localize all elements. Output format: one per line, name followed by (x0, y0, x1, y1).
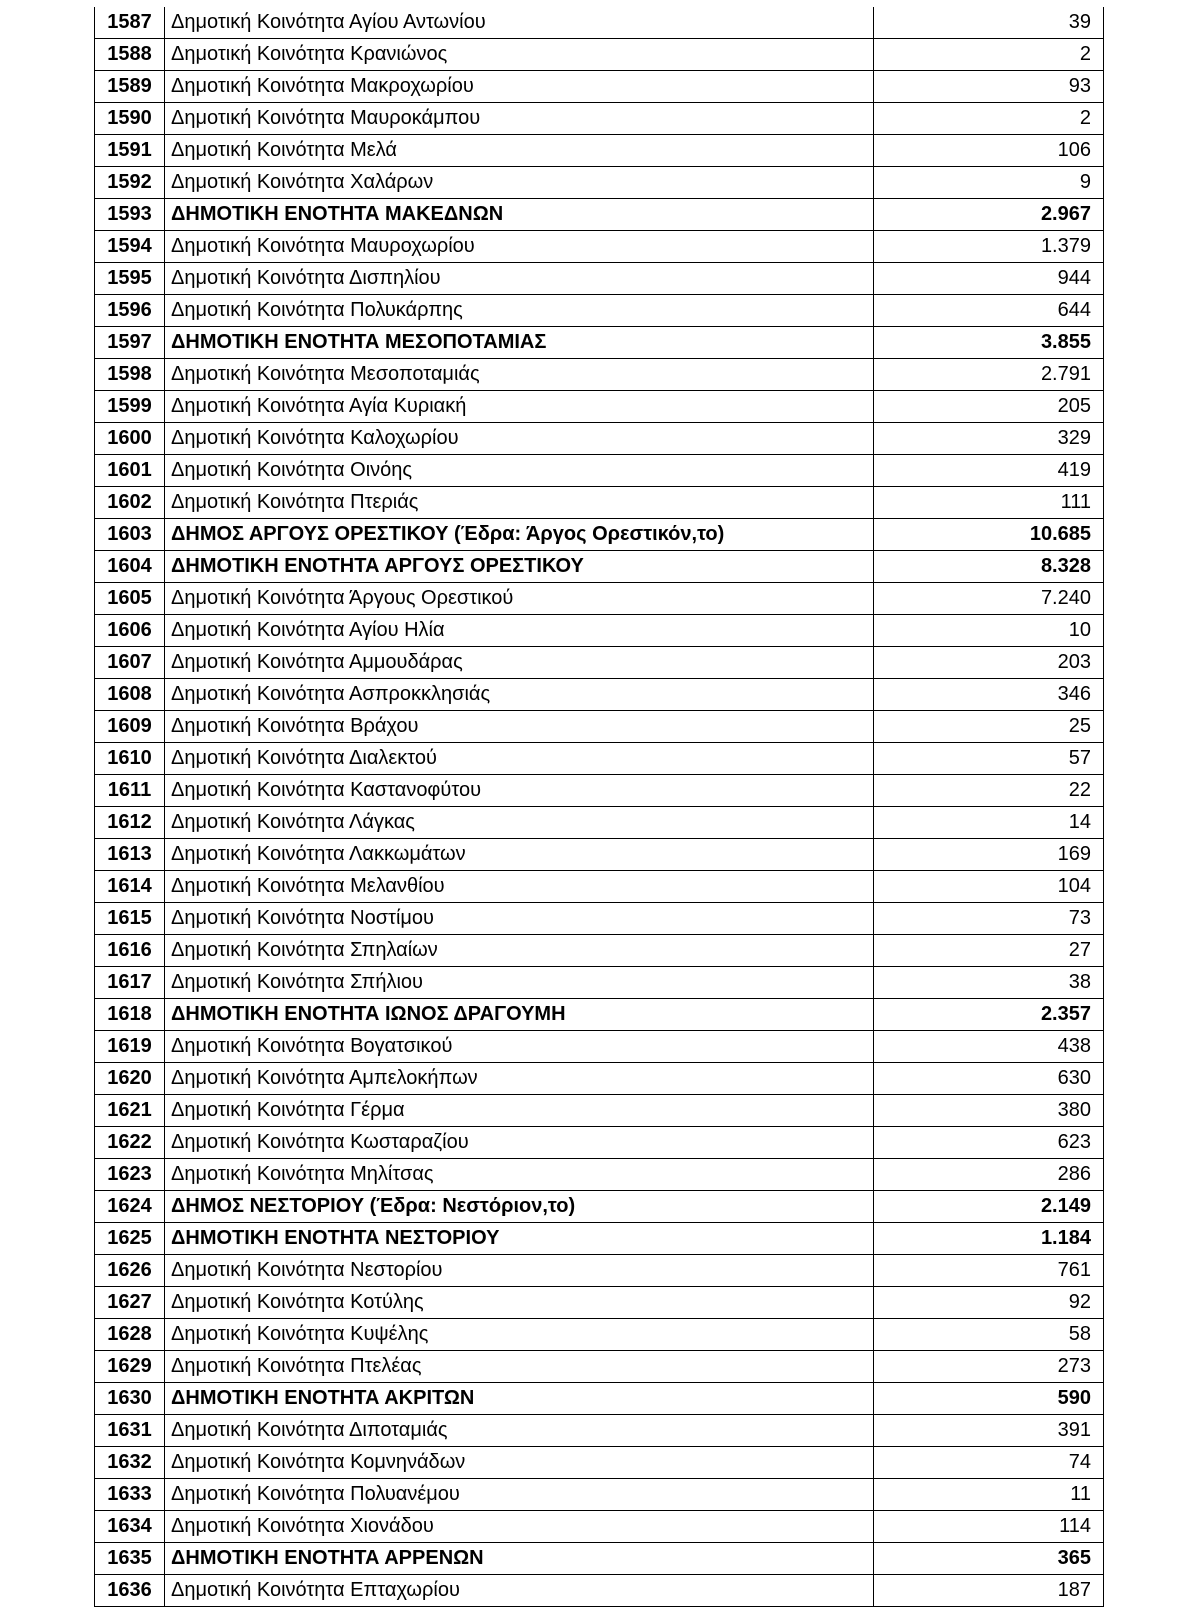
table-row (95, 1127, 1104, 1159)
table-row (95, 231, 1104, 263)
row-number-cell: 1621 (95, 1095, 165, 1127)
table-row (95, 1287, 1104, 1319)
community-name-cell: ΔΗΜΟΣ ΑΡΓΟΥΣ ΟΡΕΣΤΙΚΟΥ (Έδρα: Άργος Ορεστικόν,το) (165, 519, 874, 551)
row-number-cell: 1617 (95, 967, 165, 999)
table-row (95, 839, 1104, 871)
community-name-cell: Δημοτική Κοινότητα Αμμουδάρας (165, 647, 874, 679)
row-number-cell: 1634 (95, 1511, 165, 1543)
table-row (95, 1255, 1104, 1287)
table-row (95, 615, 1104, 647)
community-name-cell: Δημοτική Κοινότητα Κοτύλης (165, 1287, 874, 1319)
population-value-cell: 623 (874, 1127, 1104, 1159)
community-name-cell: Δημοτική Κοινότητα Σπήλιου (165, 967, 874, 999)
table-body (95, 7, 1104, 1607)
population-value-cell: 25 (874, 711, 1104, 743)
community-name-cell: Δημοτική Κοινότητα Διποταμιάς (165, 1415, 874, 1447)
row-number-cell: 1607 (95, 647, 165, 679)
community-name-cell: ΔΗΜΟΤΙΚΗ ΕΝΟΤΗΤΑ ΜΑΚΕΔΝΩΝ (165, 199, 874, 231)
table-row (95, 1479, 1104, 1511)
community-name-cell: ΔΗΜΟΤΙΚΗ ΕΝΟΤΗΤΑ ΑΡΓΟΥΣ ΟΡΕΣΤΙΚΟΥ (165, 551, 874, 583)
table-row (95, 1351, 1104, 1383)
population-value-cell: 93 (874, 71, 1104, 103)
row-number-cell: 1603 (95, 519, 165, 551)
population-value-cell: 7.240 (874, 583, 1104, 615)
table-row (95, 711, 1104, 743)
population-value-cell: 380 (874, 1095, 1104, 1127)
table-row (95, 39, 1104, 71)
table-row (95, 167, 1104, 199)
population-value-cell: 8.328 (874, 551, 1104, 583)
population-value-cell: 27 (874, 935, 1104, 967)
row-number-cell: 1599 (95, 391, 165, 423)
population-value-cell: 74 (874, 1447, 1104, 1479)
community-name-cell: ΔΗΜΟΤΙΚΗ ΕΝΟΤΗΤΑ ΑΚΡΙΤΩΝ (165, 1383, 874, 1415)
row-number-cell: 1604 (95, 551, 165, 583)
table-row (95, 1511, 1104, 1543)
population-value-cell: 365 (874, 1543, 1104, 1575)
population-value-cell: 104 (874, 871, 1104, 903)
row-number-cell: 1631 (95, 1415, 165, 1447)
table-row (95, 199, 1104, 231)
table-row (95, 263, 1104, 295)
community-name-cell: Δημοτική Κοινότητα Πτελέας (165, 1351, 874, 1383)
row-number-cell: 1605 (95, 583, 165, 615)
community-name-cell: Δημοτική Κοινότητα Ασπροκκλησιάς (165, 679, 874, 711)
row-number-cell: 1635 (95, 1543, 165, 1575)
population-value-cell: 329 (874, 423, 1104, 455)
community-name-cell: Δημοτική Κοινότητα Πολυανέμου (165, 1479, 874, 1511)
community-name-cell: Δημοτική Κοινότητα Λακκωμάτων (165, 839, 874, 871)
population-value-cell: 169 (874, 839, 1104, 871)
population-value-cell: 38 (874, 967, 1104, 999)
table-row (95, 1191, 1104, 1223)
table-row (95, 775, 1104, 807)
row-number-cell: 1590 (95, 103, 165, 135)
community-name-cell: Δημοτική Κοινότητα Χιονάδου (165, 1511, 874, 1543)
community-name-cell: Δημοτική Κοινότητα Άργους Ορεστικού (165, 583, 874, 615)
community-name-cell: Δημοτική Κοινότητα Νεστορίου (165, 1255, 874, 1287)
row-number-cell: 1608 (95, 679, 165, 711)
population-table-container (94, 7, 1103, 1607)
population-value-cell: 630 (874, 1063, 1104, 1095)
community-name-cell: Δημοτική Κοινότητα Οινόης (165, 455, 874, 487)
table-row (95, 7, 1104, 39)
table-row (95, 423, 1104, 455)
community-name-cell: Δημοτική Κοινότητα Επταχωρίου (165, 1575, 874, 1607)
population-value-cell: 419 (874, 455, 1104, 487)
community-name-cell: Δημοτική Κοινότητα Μεσοποταμιάς (165, 359, 874, 391)
row-number-cell: 1611 (95, 775, 165, 807)
row-number-cell: 1609 (95, 711, 165, 743)
row-number-cell: 1632 (95, 1447, 165, 1479)
row-number-cell: 1587 (95, 7, 165, 39)
population-value-cell: 3.855 (874, 327, 1104, 359)
table-row (95, 679, 1104, 711)
population-value-cell: 114 (874, 1511, 1104, 1543)
community-name-cell: Δημοτική Κοινότητα Κρανιώνος (165, 39, 874, 71)
community-name-cell: Δημοτική Κοινότητα Σπηλαίων (165, 935, 874, 967)
community-name-cell: ΔΗΜΟΤΙΚΗ ΕΝΟΤΗΤΑ ΑΡΡΕΝΩΝ (165, 1543, 874, 1575)
table-row (95, 1447, 1104, 1479)
community-name-cell: Δημοτική Κοινότητα Μαυροχωρίου (165, 231, 874, 263)
population-value-cell: 2.967 (874, 199, 1104, 231)
row-number-cell: 1593 (95, 199, 165, 231)
population-value-cell: 11 (874, 1479, 1104, 1511)
population-value-cell: 205 (874, 391, 1104, 423)
table-row (95, 903, 1104, 935)
community-name-cell: Δημοτική Κοινότητα Κυψέλης (165, 1319, 874, 1351)
community-name-cell: Δημοτική Κοινότητα Καλοχωρίου (165, 423, 874, 455)
population-value-cell: 73 (874, 903, 1104, 935)
row-number-cell: 1618 (95, 999, 165, 1031)
row-number-cell: 1588 (95, 39, 165, 71)
community-name-cell: Δημοτική Κοινότητα Βογατσικού (165, 1031, 874, 1063)
population-value-cell: 2.149 (874, 1191, 1104, 1223)
table-row (95, 1063, 1104, 1095)
table-row (95, 1223, 1104, 1255)
community-name-cell: Δημοτική Κοινότητα Αγίου Αντωνίου (165, 7, 874, 39)
population-value-cell: 22 (874, 775, 1104, 807)
table-row (95, 359, 1104, 391)
row-number-cell: 1602 (95, 487, 165, 519)
row-number-cell: 1624 (95, 1191, 165, 1223)
row-number-cell: 1636 (95, 1575, 165, 1607)
table-row (95, 743, 1104, 775)
population-value-cell: 203 (874, 647, 1104, 679)
community-name-cell: Δημοτική Κοινότητα Γέρμα (165, 1095, 874, 1127)
community-name-cell: Δημοτική Κοινότητα Μελανθίου (165, 871, 874, 903)
population-value-cell: 187 (874, 1575, 1104, 1607)
table-row (95, 583, 1104, 615)
population-value-cell: 1.379 (874, 231, 1104, 263)
population-value-cell: 10 (874, 615, 1104, 647)
population-value-cell: 39 (874, 7, 1104, 39)
table-row (95, 807, 1104, 839)
community-name-cell: Δημοτική Κοινότητα Μελά (165, 135, 874, 167)
table-row (95, 1031, 1104, 1063)
table-row (95, 455, 1104, 487)
population-value-cell: 106 (874, 135, 1104, 167)
row-number-cell: 1630 (95, 1383, 165, 1415)
row-number-cell: 1615 (95, 903, 165, 935)
row-number-cell: 1592 (95, 167, 165, 199)
table-row (95, 551, 1104, 583)
row-number-cell: 1614 (95, 871, 165, 903)
table-row (95, 999, 1104, 1031)
row-number-cell: 1633 (95, 1479, 165, 1511)
population-value-cell: 273 (874, 1351, 1104, 1383)
population-value-cell: 644 (874, 295, 1104, 327)
population-table (94, 7, 1104, 1607)
community-name-cell: ΔΗΜΟΤΙΚΗ ΕΝΟΤΗΤΑ ΝΕΣΤΟΡΙΟΥ (165, 1223, 874, 1255)
community-name-cell: Δημοτική Κοινότητα Χαλάρων (165, 167, 874, 199)
population-value-cell: 9 (874, 167, 1104, 199)
community-name-cell: Δημοτική Κοινότητα Διαλεκτού (165, 743, 874, 775)
community-name-cell: Δημοτική Κοινότητα Μαυροκάμπου (165, 103, 874, 135)
table-row (95, 327, 1104, 359)
population-value-cell: 438 (874, 1031, 1104, 1063)
population-value-cell: 944 (874, 263, 1104, 295)
row-number-cell: 1625 (95, 1223, 165, 1255)
population-value-cell: 2.357 (874, 999, 1104, 1031)
population-value-cell: 14 (874, 807, 1104, 839)
row-number-cell: 1620 (95, 1063, 165, 1095)
table-row (95, 1543, 1104, 1575)
table-row (95, 1159, 1104, 1191)
community-name-cell: Δημοτική Κοινότητα Μηλίτσας (165, 1159, 874, 1191)
row-number-cell: 1598 (95, 359, 165, 391)
table-row (95, 935, 1104, 967)
population-value-cell: 761 (874, 1255, 1104, 1287)
table-row (95, 487, 1104, 519)
row-number-cell: 1600 (95, 423, 165, 455)
community-name-cell: Δημοτική Κοινότητα Αμπελοκήπων (165, 1063, 874, 1095)
community-name-cell: Δημοτική Κοινότητα Λάγκας (165, 807, 874, 839)
row-number-cell: 1613 (95, 839, 165, 871)
table-row (95, 519, 1104, 551)
table-row (95, 1095, 1104, 1127)
population-value-cell: 286 (874, 1159, 1104, 1191)
table-row (95, 871, 1104, 903)
table-row (95, 135, 1104, 167)
table-row (95, 71, 1104, 103)
community-name-cell: Δημοτική Κοινότητα Καστανοφύτου (165, 775, 874, 807)
community-name-cell: Δημοτική Κοινότητα Δισπηλίου (165, 263, 874, 295)
row-number-cell: 1629 (95, 1351, 165, 1383)
row-number-cell: 1626 (95, 1255, 165, 1287)
community-name-cell: ΔΗΜΟΣ ΝΕΣΤΟΡΙΟΥ (Έδρα: Νεστόριον,το) (165, 1191, 874, 1223)
population-value-cell: 391 (874, 1415, 1104, 1447)
community-name-cell: Δημοτική Κοινότητα Πτεριάς (165, 487, 874, 519)
table-row (95, 967, 1104, 999)
population-value-cell: 2 (874, 103, 1104, 135)
community-name-cell: Δημοτική Κοινότητα Αγίου Ηλία (165, 615, 874, 647)
population-value-cell: 590 (874, 1383, 1104, 1415)
table-row (95, 1575, 1104, 1607)
table-row (95, 103, 1104, 135)
community-name-cell: Δημοτική Κοινότητα Αγία Κυριακή (165, 391, 874, 423)
row-number-cell: 1601 (95, 455, 165, 487)
population-value-cell: 10.685 (874, 519, 1104, 551)
population-value-cell: 111 (874, 487, 1104, 519)
table-row (95, 1415, 1104, 1447)
row-number-cell: 1622 (95, 1127, 165, 1159)
community-name-cell: Δημοτική Κοινότητα Μακροχωρίου (165, 71, 874, 103)
row-number-cell: 1610 (95, 743, 165, 775)
row-number-cell: 1591 (95, 135, 165, 167)
row-number-cell: 1612 (95, 807, 165, 839)
row-number-cell: 1627 (95, 1287, 165, 1319)
community-name-cell: ΔΗΜΟΤΙΚΗ ΕΝΟΤΗΤΑ ΜΕΣΟΠΟΤΑΜΙΑΣ (165, 327, 874, 359)
population-value-cell: 92 (874, 1287, 1104, 1319)
community-name-cell: Δημοτική Κοινότητα Βράχου (165, 711, 874, 743)
community-name-cell: Δημοτική Κοινότητα Κομνηνάδων (165, 1447, 874, 1479)
population-value-cell: 1.184 (874, 1223, 1104, 1255)
community-name-cell: Δημοτική Κοινότητα Νοστίμου (165, 903, 874, 935)
row-number-cell: 1596 (95, 295, 165, 327)
table-row (95, 391, 1104, 423)
table-row (95, 647, 1104, 679)
row-number-cell: 1589 (95, 71, 165, 103)
population-value-cell: 2 (874, 39, 1104, 71)
row-number-cell: 1595 (95, 263, 165, 295)
table-row (95, 295, 1104, 327)
community-name-cell: ΔΗΜΟΤΙΚΗ ΕΝΟΤΗΤΑ ΙΩΝΟΣ ΔΡΑΓΟΥΜΗ (165, 999, 874, 1031)
table-row (95, 1383, 1104, 1415)
population-value-cell: 58 (874, 1319, 1104, 1351)
community-name-cell: Δημοτική Κοινότητα Κωσταραζίου (165, 1127, 874, 1159)
population-value-cell: 346 (874, 679, 1104, 711)
population-value-cell: 2.791 (874, 359, 1104, 391)
table-row (95, 1319, 1104, 1351)
row-number-cell: 1594 (95, 231, 165, 263)
row-number-cell: 1628 (95, 1319, 165, 1351)
row-number-cell: 1616 (95, 935, 165, 967)
population-value-cell: 57 (874, 743, 1104, 775)
community-name-cell: Δημοτική Κοινότητα Πολυκάρπης (165, 295, 874, 327)
row-number-cell: 1606 (95, 615, 165, 647)
row-number-cell: 1623 (95, 1159, 165, 1191)
row-number-cell: 1597 (95, 327, 165, 359)
row-number-cell: 1619 (95, 1031, 165, 1063)
